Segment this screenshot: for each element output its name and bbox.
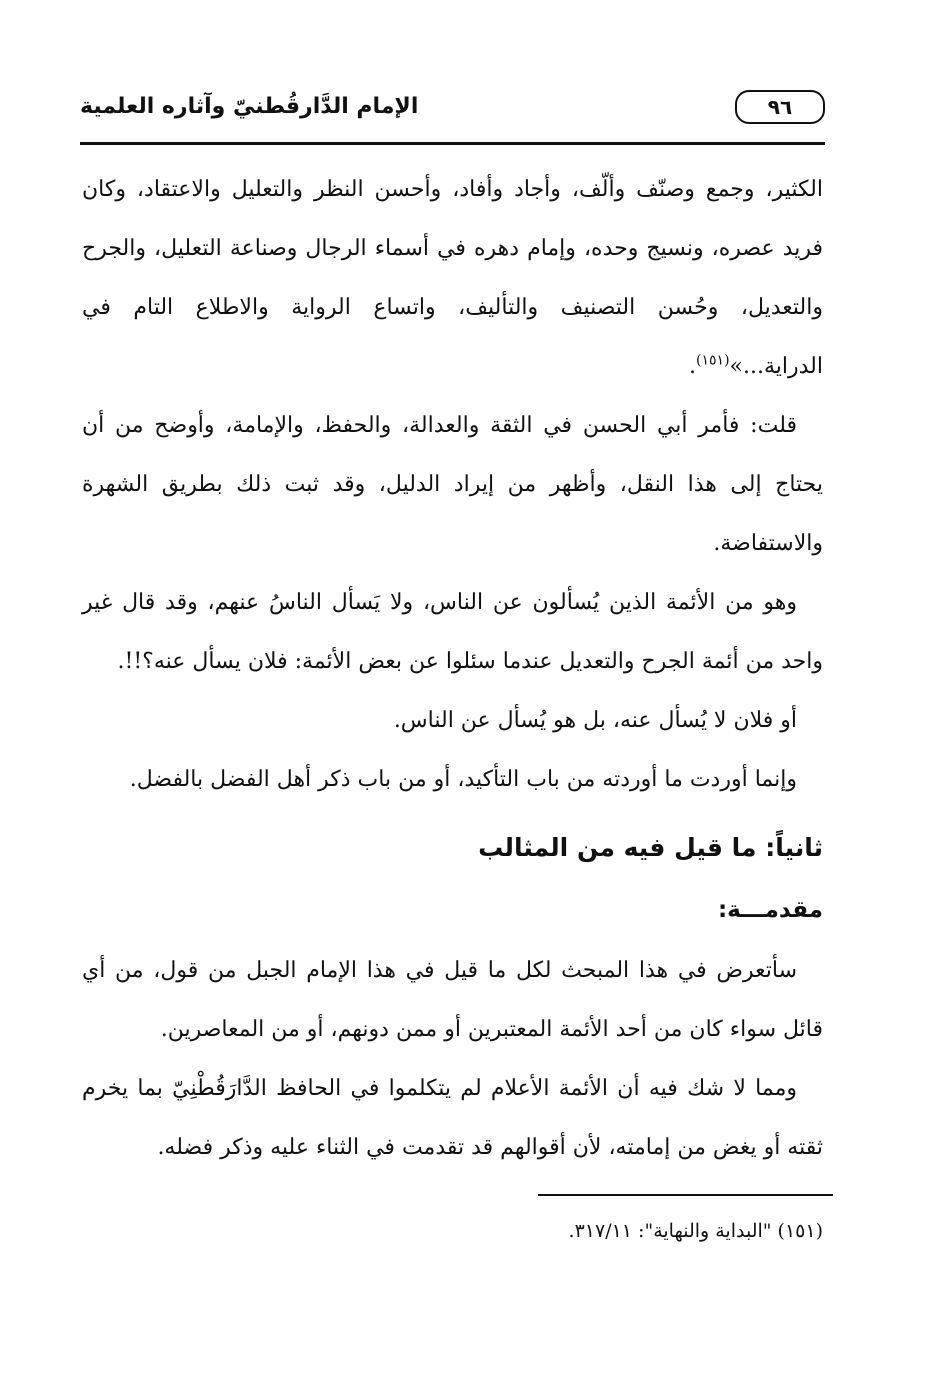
footnote-reference: (١٥١) [696,352,730,369]
footnote: (١٥١) "البداية والنهاية": ٣١٧/١١. [568,1220,823,1242]
section-heading: ثانياً: ما قيل فيه من المثالب [478,833,823,862]
paragraph-cited: وإنما أوردت ما أوردته من باب التأكيد، أو من باب ذكر أهل الفضل بالفضل. [129,767,797,792]
paragraph-or: أو فلان لا يُسأل عنه، بل هو يُسأل عن الناس. [393,708,797,733]
paragraph-no-doubt: ومما لا شك فيه أن الأئمة الأعلام لم يتكلموا في الحافظ الدَّارَقُطْنِيّ بما يخرم ثقته أو يغض من إمامته، لأن أقوالهم قد تقدمت في الثناء عليه وذكر فضله. [82,1076,823,1160]
running-title: الإمام الدَّارقُطنيّ وآثاره العلمية [80,94,419,119]
sub-heading: مقدمـــة: [717,897,823,923]
page-header [80,90,825,148]
page-number: ٩٦ [735,90,825,124]
paragraph-imams: وهو من الأئمة الذين يُسألون عن الناس، ولا يَسأل الناسُ عنهم، وقد قال غير واحد من أئمة الجرح والتعديل عندما سئلوا عن بعض الأئمة: فلان يسأل عنه؟!!. [82,590,823,674]
footnote-rule [538,1194,833,1196]
paragraph-text: الكثير، وجمع وصنّف وألّف، وأجاد وأفاد، وأحسن النظر والتعليل والاعتقاد، وكان فريد عصره، ونسيج وحده، وإمام دهره في أسماء الرجال وصناعة التعليل، والجرح والتعديل، وحُسن التصنيف والتأليف، واتساع الرواية والاطلاع التام في الدراية...» [82,177,823,379]
header-rule [80,142,825,145]
paragraph-end-mark: . [689,354,697,379]
paragraph-quote-end [82,160,823,396]
main-text [82,160,823,1177]
paragraph-intro: سأتعرض في هذا المبحث لكل ما قيل في هذا الإمام الجبل من قول، من أي قائل سواء كان من أحد الأئمة المعتبرين أو ممن دونهم، أو من المعاصرين. [82,958,823,1042]
paragraph-qultu: قلت: فأمر أبي الحسن في الثقة والعدالة، والحفظ، والإمامة، وأوضح من أن يحتاج إلى هذا النقل، وأظهر من إيراد الدليل، وقد ثبت ذلك بطريق الشهرة والاستفاضة. [82,413,823,556]
